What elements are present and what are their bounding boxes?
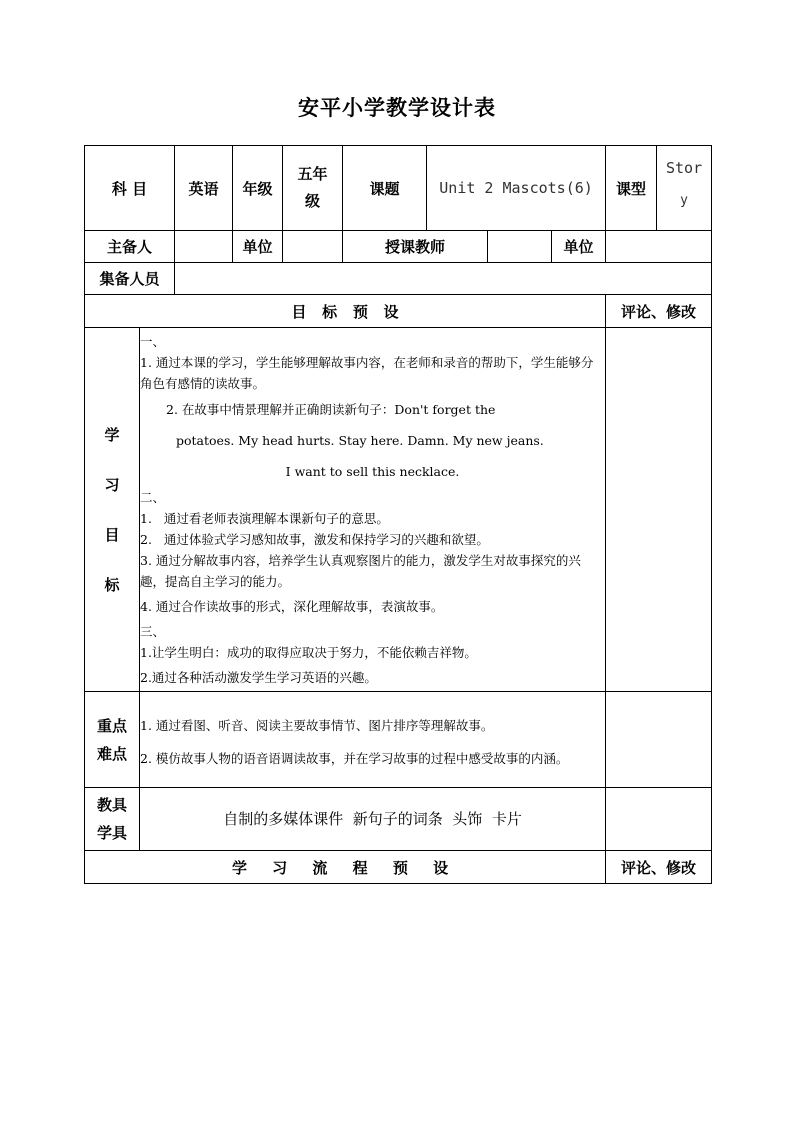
teacher-value — [488, 231, 552, 263]
s3-item-2: 2.通过各种活动激发学生学习英语的兴趣。 — [140, 670, 377, 685]
topic-value: Unit 2 Mascots(6) — [427, 146, 606, 231]
subject-value: 英语 — [175, 146, 233, 231]
goals-side-label: 学 习 目 标 — [85, 328, 140, 692]
subject-label: 科 目 — [85, 146, 175, 231]
teacher-label: 授课教师 — [343, 231, 488, 263]
unit-label: 单位 — [233, 231, 283, 263]
materials-value: 自制的多媒体课件 新句子的词条 头饰 卡片 — [140, 788, 606, 851]
goals-header-label: 目 标 预 设 — [85, 295, 606, 328]
goal-item-2-line3: I want to sell this necklace. — [285, 464, 460, 479]
grade-value: 五年级 — [283, 146, 343, 231]
members-value — [175, 263, 712, 295]
type-label: 课型 — [606, 146, 657, 231]
keypoint-item-1: 1. 通过看图、听音、阅读主要故事情节、图片排序等理解故事。 — [140, 717, 494, 733]
s2-item-3: 3. 通过分解故事内容，培养学生认真观察图片的能力，激发学生对故事探究的兴趣，提高自主学习的能力。 — [140, 553, 581, 589]
s2-item-4: 4. 通过合作读故事的形式，深化理解故事，表演故事。 — [140, 599, 444, 614]
materials-comment — [606, 788, 712, 851]
s2-item-2: 2. 通过体验式学习感知故事，激发和保持学习的兴趣和欲望。 — [140, 532, 489, 547]
row-members — [85, 263, 712, 295]
row-preparers — [85, 231, 712, 263]
goal-item-1: 1. 通过本课的学习，学生能够理解故事内容，在老师和录音的帮助下，学生能够分角色有感情的读故事。 — [140, 355, 594, 391]
section3-head: 三、 — [140, 624, 166, 639]
row-goals-header — [85, 295, 712, 328]
goals-comment — [606, 328, 712, 692]
goal-item-2-line1: 2. 在故事中情景理解并正确朗读新句子：Don't forget the — [166, 402, 496, 417]
keypoints-comment — [606, 692, 712, 788]
keypoints-content — [140, 692, 606, 788]
unit2-label: 单位 — [552, 231, 606, 263]
grade-label: 年级 — [233, 146, 283, 231]
section2-head: 二、 — [140, 490, 166, 505]
unit2-value — [606, 231, 712, 263]
document-title: 安平小学教学设计表 — [298, 95, 496, 120]
keypoints-label: 重点 难点 — [85, 692, 140, 788]
materials-label: 教具 学具 — [85, 788, 140, 851]
topic-label: 课题 — [343, 146, 427, 231]
goals-comment-label: 评论、修改 — [606, 295, 712, 328]
row-goals — [85, 328, 712, 692]
members-label: 集备人员 — [85, 263, 175, 295]
host-value — [175, 231, 233, 263]
unit-value — [283, 231, 343, 263]
process-comment-label: 评论、修改 — [606, 851, 712, 884]
s3-item-1: 1.让学生明白：成功的取得应取决于努力，不能依赖吉祥物。 — [140, 645, 477, 660]
goal-item-2-line2: potatoes. My head hurts. Stay here. Damn. My new jeans. — [176, 433, 544, 448]
row-materials — [85, 788, 712, 851]
row-basic-info — [85, 146, 712, 231]
keypoint-item-2: 2. 模仿故事人物的语音语调读故事，并在学习故事的过程中感受故事的内涵。 — [140, 750, 569, 766]
type-value: Stor y — [657, 146, 712, 231]
row-process-header — [85, 851, 712, 884]
lesson-plan-table — [84, 145, 712, 884]
goals-content — [140, 328, 606, 692]
process-header-label: 学 习 流 程 预 设 — [85, 851, 606, 884]
host-label: 主备人 — [85, 231, 175, 263]
section1-head: 一、 — [140, 334, 166, 349]
row-keypoints — [85, 692, 712, 788]
s2-item-1: 1. 通过看老师表演理解本课新句子的意思。 — [140, 511, 389, 526]
